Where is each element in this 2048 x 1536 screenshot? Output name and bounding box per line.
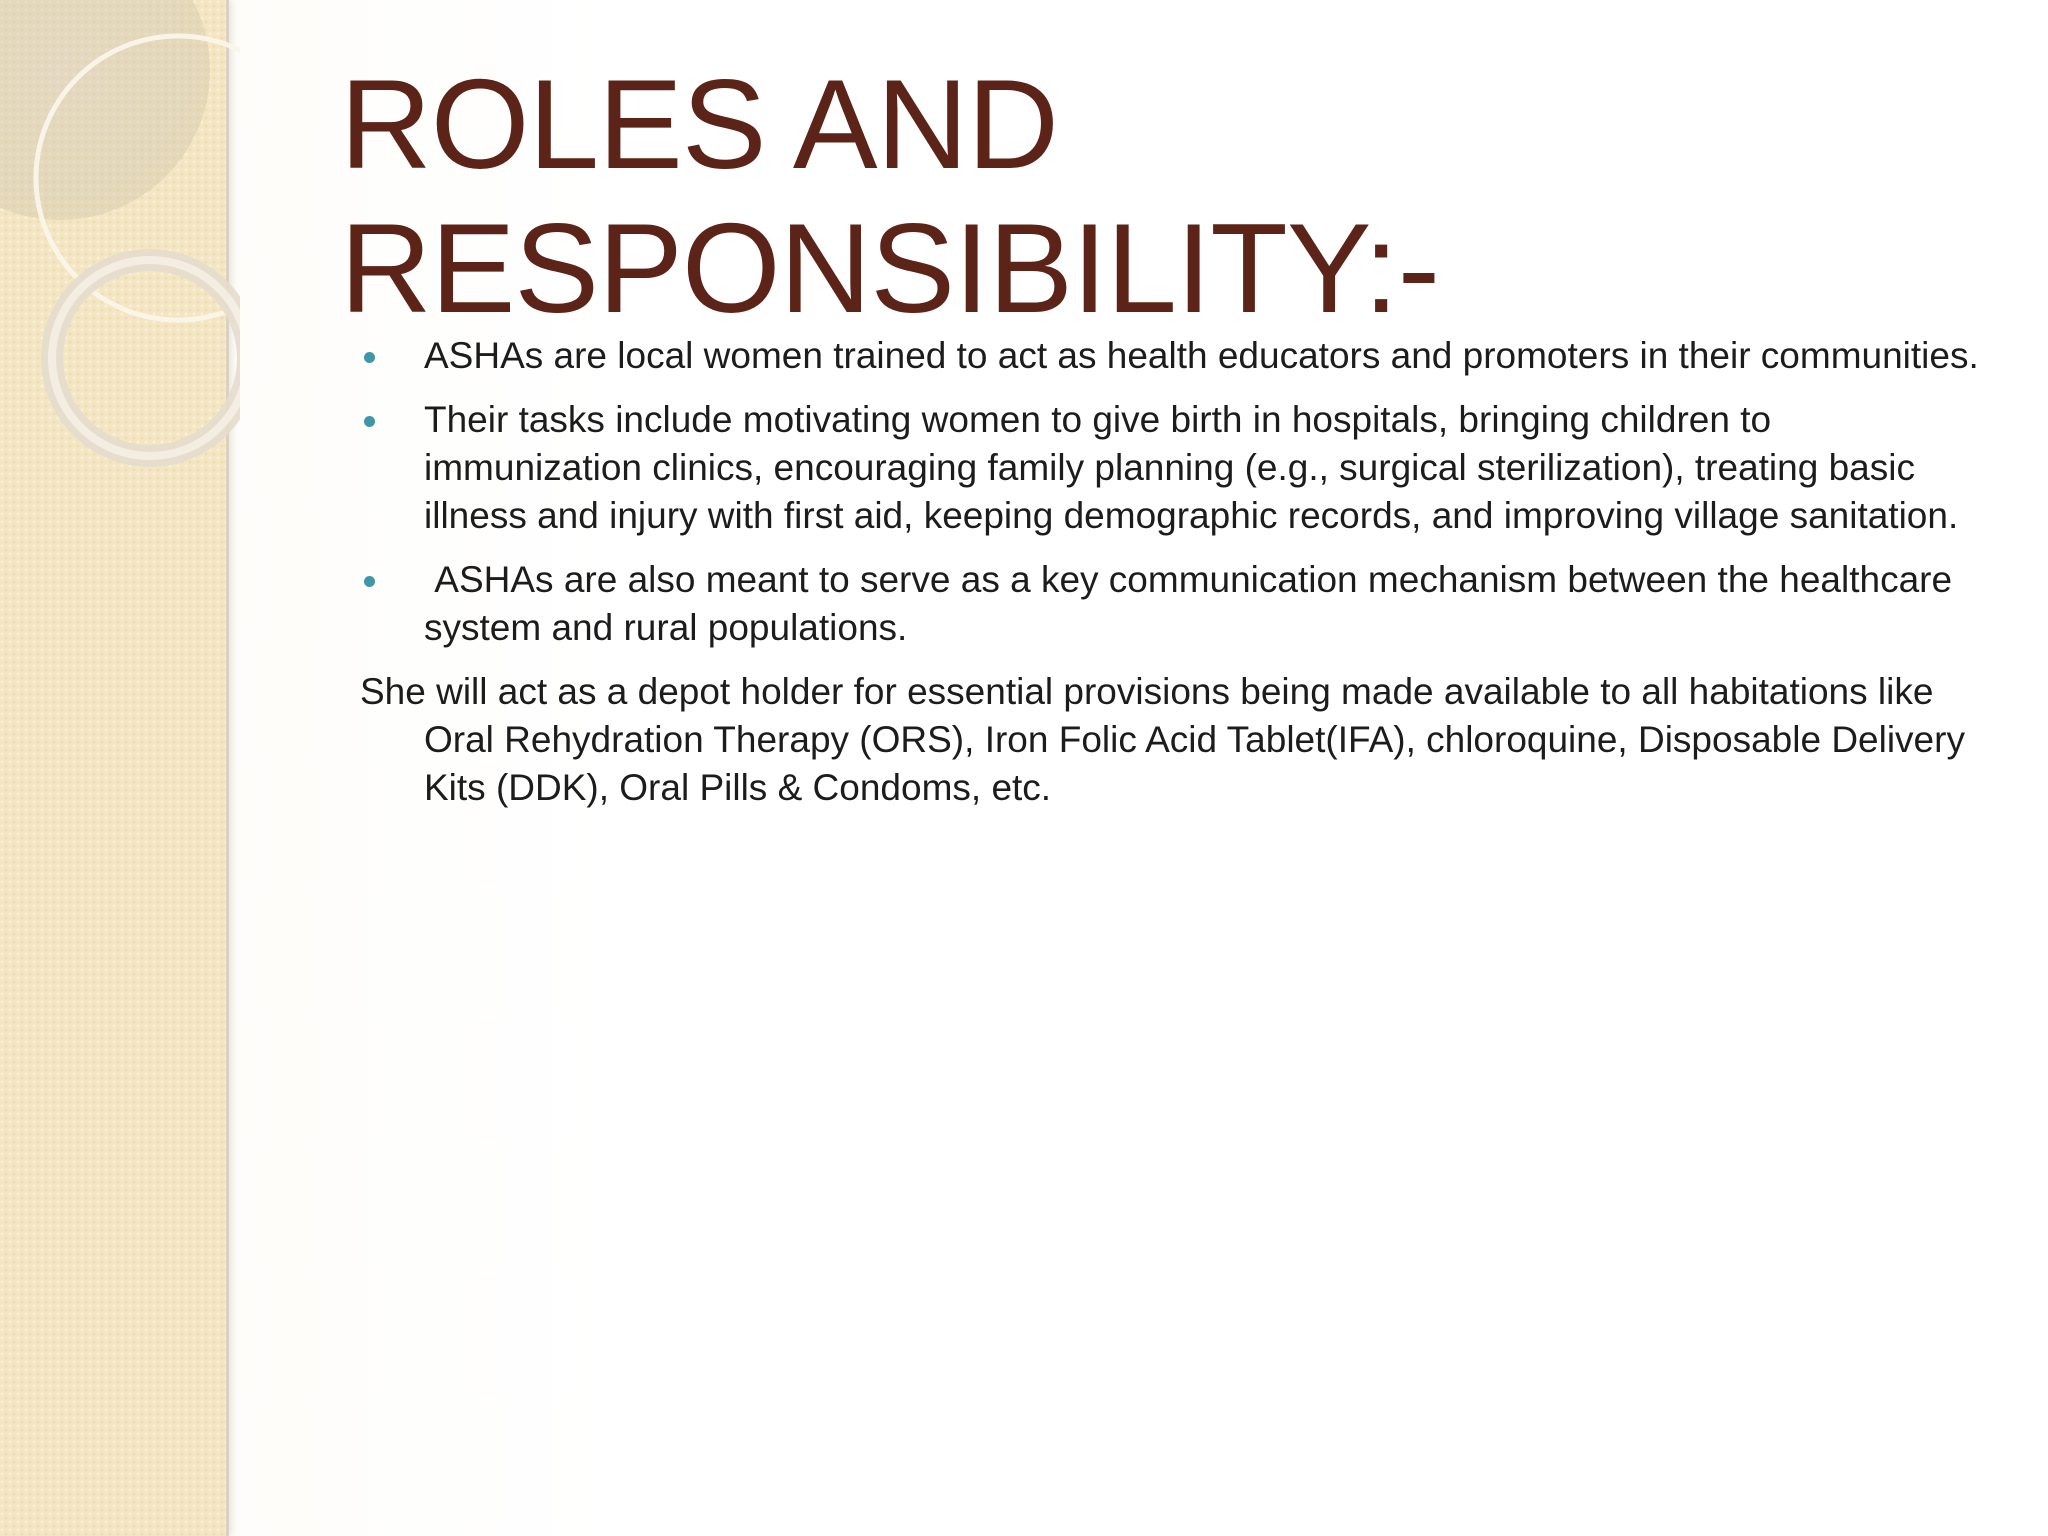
decorative-rings-icon <box>0 0 240 520</box>
bullet-text: ASHAs are local women trained to act as health educators and promoters in their communities. <box>424 335 1979 376</box>
depot-holder-paragraph: She will act as a depot holder for essential provisions being made available to all habitations like Oral Rehydration Therapy (ORS), Iron Folic Acid Tablet(IFA), chloroquine, Disposable Delivery Kits (DDK), Oral Pills & Condoms, etc. <box>360 671 1965 808</box>
bullet-text: Their tasks include motivating women to give birth in hospitals, bringing children to immunization clinics, encouraging family planning (e.g., surgical sterilization), treating basic illness and injury with first aid, keeping demographic records, and improving village sanitation. <box>424 399 1959 536</box>
bullet-item <box>360 396 1990 540</box>
round-bullet-icon <box>364 416 375 427</box>
bullet-text: ASHAs are also meant to serve as a key communication mechanism between the healthcare system and rural populations. <box>424 559 1963 648</box>
slide-title <box>340 52 1980 340</box>
round-bullet-icon <box>364 352 375 363</box>
slide-body <box>360 332 1990 812</box>
round-bullet-icon <box>364 576 375 587</box>
bullet-item <box>360 332 1990 380</box>
bullet-list <box>360 332 1990 652</box>
bullet-item <box>360 556 1990 652</box>
title-line: ROLES AND <box>340 53 1058 195</box>
title-line: RESPONSIBILITY:- <box>340 197 1440 339</box>
